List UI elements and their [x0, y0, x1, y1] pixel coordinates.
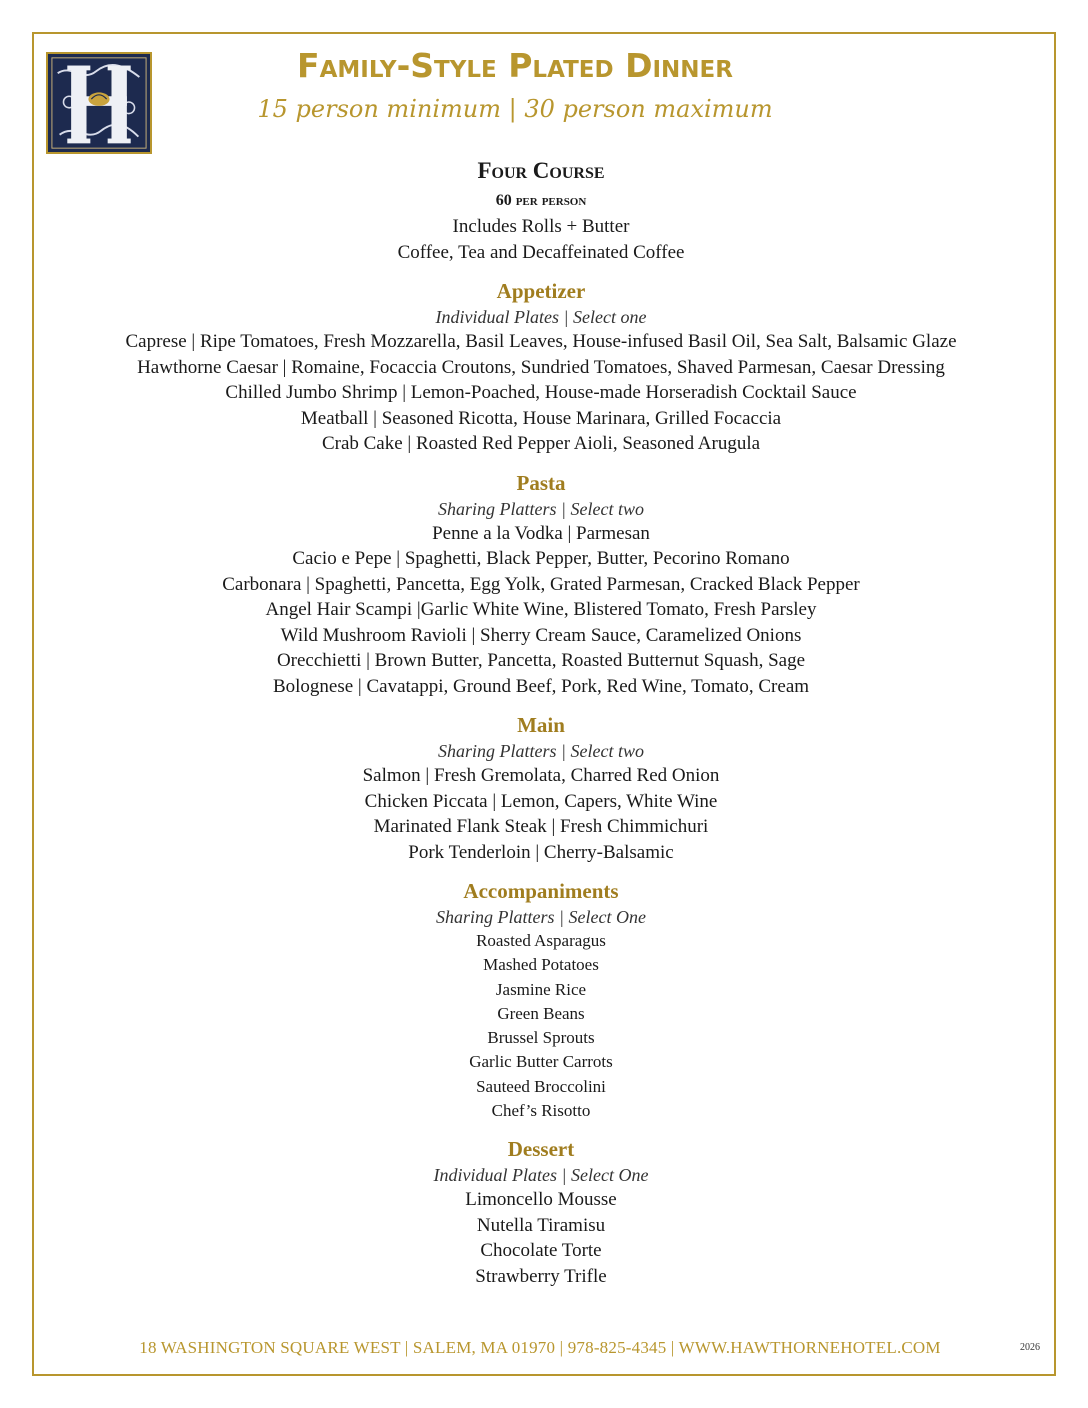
section-accompaniments [40, 877, 1042, 1123]
menu-item: Cacio e Pepe | Spaghetti, Black Pepper, Butter, Pecorino Romano [292, 548, 790, 569]
price-label: 60 per person [495, 192, 587, 209]
menu-item: Crab Cake | Roasted Red Pepper Aioli, Seasoned Arugula [321, 433, 761, 454]
menu-item: Chilled Jumbo Shrimp | Lemon-Poached, House-made Horseradish Cocktail Sauce [225, 382, 857, 403]
section-title: Accompaniments [463, 879, 619, 903]
section-note: Individual Plates | Select One [433, 1165, 649, 1186]
section-dessert [40, 1135, 1042, 1289]
course-heading: Four Course [477, 158, 605, 183]
menu-item: Chef’s Risotto [491, 1101, 591, 1121]
includes-line: Includes Rolls + Butter [452, 216, 630, 237]
footer-year: 2026 [1020, 1342, 1040, 1353]
section-main [40, 711, 1042, 865]
menu-item: Hawthorne Caesar | Romaine, Focaccia Croutons, Sundried Tomatoes, Shaved Parmesan, Caesar Dressing [137, 356, 945, 378]
menu-item: Bolognese | Cavatappi, Ground Beef, Pork, Red Wine, Tomato, Cream [272, 675, 810, 697]
menu-item: Roasted Asparagus [476, 931, 606, 950]
section-title: Dessert [507, 1137, 575, 1162]
includes-line: Coffee, Tea and Decaffeinated Coffee [397, 241, 685, 263]
menu-item: Chocolate Torte [480, 1240, 602, 1262]
menu-item: Limoncello Mousse [465, 1189, 617, 1211]
section-note: Sharing Platters | Select One [436, 907, 646, 927]
footer-address: 18 WASHINGTON SQUARE WEST | SALEM, MA 01970 | 978-825-4345 | WWW.HAWTHORNEHOTEL.COM [139, 1338, 941, 1357]
menu-item: Salmon | Fresh Gremolata, Charred Red Onion [362, 765, 720, 786]
menu-item: Nutella Tiramisu [476, 1214, 606, 1236]
menu-item: Sauteed Broccolini [476, 1076, 606, 1096]
section-pasta [40, 469, 1042, 700]
menu-item: Orecchietti | Brown Butter, Pancetta, Roasted Butternut Squash, Sage [276, 650, 806, 671]
menu-item: Angel Hair Scampi |Garlic White Wine, Blistered Tomato, Fresh Parsley [265, 599, 817, 620]
menu-item: Chicken Piccata | Lemon, Capers, White Wine [364, 790, 718, 812]
menu-item: Carbonara | Spaghetti, Pancetta, Egg Yolk, Grated Parmesan, Cracked Black Pepper [222, 573, 860, 595]
menu-item: Jasmine Rice [495, 979, 587, 999]
menu-content [40, 150, 1042, 1289]
section-note: Individual Plates | Select one [435, 307, 647, 327]
menu-item: Marinated Flank Steak | Fresh Chimmichuri [373, 816, 709, 837]
menu-item: Penne a la Vodka | Parmesan [432, 522, 650, 544]
section-title: Pasta [516, 470, 566, 495]
section-note: Sharing Platters | Select two [438, 498, 644, 519]
section-note: Sharing Platters | Select two [438, 741, 644, 761]
section-title: Main [517, 713, 565, 737]
ornate-letter-h-crest-icon [46, 52, 152, 154]
section-title: Appetizer [496, 279, 586, 303]
menu-item: Caprese | Ripe Tomatoes, Fresh Mozzarella, Basil Leaves, House-infused Basil Oil, Sea Salt, Balsamic Glaze [125, 331, 957, 352]
page-subtitle: 15 person minimum | 30 person maximum [257, 95, 773, 123]
menu-item: Pork Tenderloin | Cherry-Balsamic [408, 841, 674, 863]
menu-item: Strawberry Trifle [475, 1265, 607, 1287]
menu-item: Meatball | Seasoned Ricotta, House Marinara, Grilled Focaccia [300, 407, 782, 429]
page-title: Family-Style Plated Dinner [297, 46, 733, 85]
menu-item: Garlic Butter Carrots [469, 1052, 613, 1072]
menu-item: Wild Mushroom Ravioli | Sherry Cream Sauce, Caramelized Onions [280, 624, 802, 646]
section-appetizer [40, 277, 1042, 457]
menu-item: Green Beans [497, 1003, 585, 1023]
menu-item: Brussel Sprouts [487, 1028, 595, 1048]
menu-item: Mashed Potatoes [483, 955, 599, 975]
